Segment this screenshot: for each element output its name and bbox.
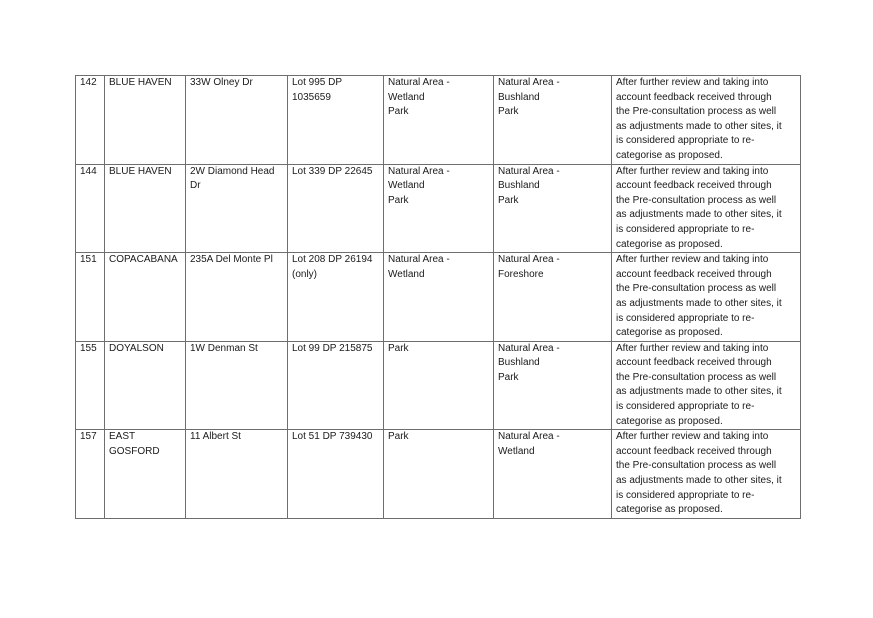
- suburb-cell: EAST GOSFORD: [105, 430, 186, 519]
- table-row: [76, 76, 801, 165]
- site-number-cell: 142: [76, 76, 105, 165]
- comment-cell: After further review and taking into account feedback received through the Pre-consultation process as well as adjustments made to other sites, it is considered appropriate to re- categorise as proposed.: [612, 253, 801, 342]
- proposed-category-cell: Natural Area - Bushland Park: [494, 76, 612, 165]
- comment-cell: After further review and taking into account feedback received through the Pre-consultation process as well as adjustments made to other sites, it is considered appropriate to re- categorise as proposed.: [612, 341, 801, 430]
- proposed-category-cell: Natural Area - Bushland Park: [494, 341, 612, 430]
- current-category-cell: Park: [384, 430, 494, 519]
- table-row: [76, 430, 801, 519]
- site-number-cell: 157: [76, 430, 105, 519]
- lot-dp-cell: Lot 51 DP 739430: [288, 430, 384, 519]
- proposed-category-cell: Natural Area - Bushland Park: [494, 164, 612, 253]
- suburb-cell: DOYALSON: [105, 341, 186, 430]
- current-category-cell: Park: [384, 341, 494, 430]
- table-row: [76, 341, 801, 430]
- current-category-cell: Natural Area - Wetland Park: [384, 164, 494, 253]
- lot-dp-cell: Lot 339 DP 22645: [288, 164, 384, 253]
- comment-cell: After further review and taking into account feedback received through the Pre-consultation process as well as adjustments made to other sites, it is considered appropriate to re- categorise as proposed.: [612, 430, 801, 519]
- site-number-cell: 151: [76, 253, 105, 342]
- site-number-cell: 144: [76, 164, 105, 253]
- address-cell: 11 Albert St: [186, 430, 288, 519]
- address-cell: 235A Del Monte Pl: [186, 253, 288, 342]
- suburb-cell: COPACABANA: [105, 253, 186, 342]
- address-cell: 1W Denman St: [186, 341, 288, 430]
- site-recategorisation-table: [75, 75, 801, 519]
- site-number-cell: 155: [76, 341, 105, 430]
- lot-dp-cell: Lot 995 DP 1035659: [288, 76, 384, 165]
- current-category-cell: Natural Area - Wetland: [384, 253, 494, 342]
- lot-dp-cell: Lot 208 DP 26194 (only): [288, 253, 384, 342]
- suburb-cell: BLUE HAVEN: [105, 164, 186, 253]
- table-row: [76, 164, 801, 253]
- suburb-cell: BLUE HAVEN: [105, 76, 186, 165]
- lot-dp-cell: Lot 99 DP 215875: [288, 341, 384, 430]
- proposed-category-cell: Natural Area - Wetland: [494, 430, 612, 519]
- proposed-category-cell: Natural Area - Foreshore: [494, 253, 612, 342]
- address-cell: 33W Olney Dr: [186, 76, 288, 165]
- address-cell: 2W Diamond Head Dr: [186, 164, 288, 253]
- comment-cell: After further review and taking into account feedback received through the Pre-consultation process as well as adjustments made to other sites, it is considered appropriate to re- categorise as proposed.: [612, 164, 801, 253]
- table-row: [76, 253, 801, 342]
- comment-cell: After further review and taking into account feedback received through the Pre-consultation process as well as adjustments made to other sites, it is considered appropriate to re- categorise as proposed.: [612, 76, 801, 165]
- current-category-cell: Natural Area - Wetland Park: [384, 76, 494, 165]
